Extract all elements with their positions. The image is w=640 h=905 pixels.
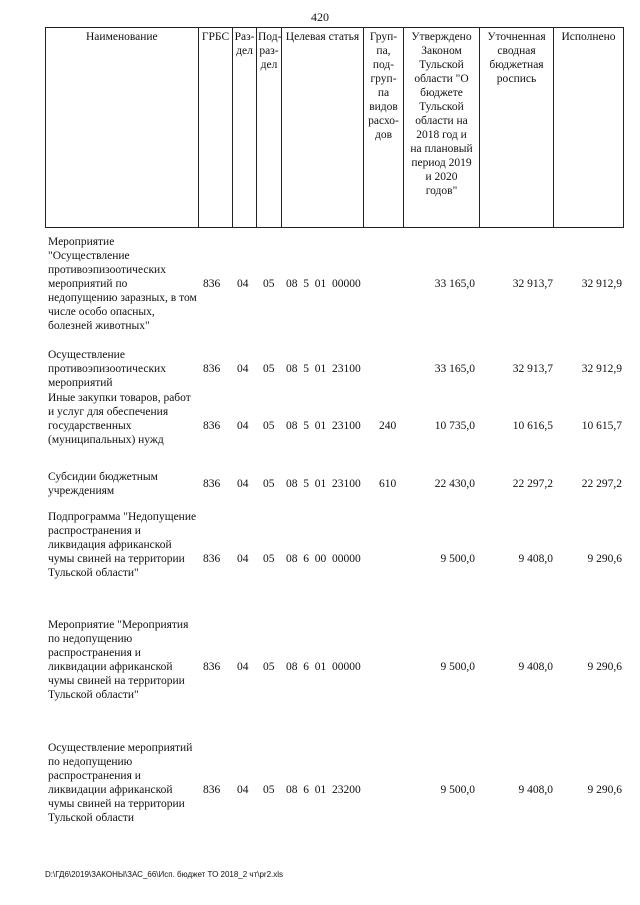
row-name: Субсидии бюджетным учреждениям [48, 471, 158, 497]
cell-podrazdel: 05 [263, 784, 275, 796]
table-row [45, 470, 623, 498]
header-podrazdel: Под- раз- дел [257, 28, 282, 228]
header-name: Наименование [46, 28, 199, 228]
cell-updated: 9 408,0 [518, 661, 553, 673]
header-razdel: Раз- дел [233, 28, 257, 228]
cell-executed: 32 912,9 [581, 363, 622, 375]
cell-executed: 22 297,2 [581, 478, 622, 490]
cell-podrazdel: 05 [263, 478, 275, 490]
cell-approved: 33 165,0 [434, 363, 475, 375]
cell-approved: 9 500,0 [440, 553, 475, 565]
cell-updated: 22 297,2 [512, 478, 553, 490]
cell-podrazdel: 05 [263, 420, 275, 432]
header-updated: Уточненная сводная бюджетная роспись [480, 28, 554, 228]
cell-razdel: 04 [237, 278, 249, 290]
cell-updated: 32 913,7 [512, 278, 553, 290]
header-target-article: Целевая статья [282, 28, 364, 228]
cell-approved: 9 500,0 [440, 784, 475, 796]
cell-razdel: 04 [237, 661, 249, 673]
header-grbs: ГРБС [199, 28, 233, 228]
table-row [45, 348, 623, 390]
cell-group: 240 [379, 420, 397, 432]
cell-podrazdel: 05 [263, 661, 275, 673]
row-name: Мероприятие "Осуществление противоэпизоотических мероприятий по недопущению заразных, в том числе особо опасных, болезней животных" [48, 236, 197, 332]
cell-executed: 10 615,7 [581, 420, 622, 432]
cell-grbs: 836 [203, 784, 221, 796]
cell-target-article: 08 6 00 00000 [286, 553, 361, 565]
file-path-footer: D:\ГД6\2019\ЗАКОНЫ\ЗАС_66\Исп. бюджет ТО 2018_2 чт\pr2.xls [45, 870, 284, 879]
table-row [45, 235, 623, 333]
row-name: Осуществление мероприятий по недопущению распространения и ликвидации африканской чумы свиней на территории Тульской области [48, 742, 193, 824]
table-row [45, 391, 623, 447]
row-name: Мероприятие "Мероприятия по недопущению распространения и ликвидации африканской чумы свиней на территории Тульской области" [48, 619, 189, 701]
cell-executed: 9 290,6 [587, 784, 622, 796]
cell-grbs: 836 [203, 553, 221, 565]
cell-target-article: 08 5 01 00000 [286, 278, 361, 290]
cell-executed: 9 290,6 [587, 661, 622, 673]
cell-razdel: 04 [237, 553, 249, 565]
table-header [45, 27, 624, 228]
cell-podrazdel: 05 [263, 363, 275, 375]
cell-razdel: 04 [237, 784, 249, 796]
cell-executed: 32 912,9 [581, 278, 622, 290]
cell-approved: 33 165,0 [434, 278, 475, 290]
table-row [45, 741, 623, 825]
cell-razdel: 04 [237, 420, 249, 432]
page-number: 420 [311, 10, 329, 24]
cell-executed: 9 290,6 [587, 553, 622, 565]
cell-podrazdel: 05 [263, 553, 275, 565]
header-group: Груп- па, под- груп- па видов расхо- дов [364, 28, 404, 228]
cell-target-article: 08 5 01 23100 [286, 420, 361, 432]
cell-approved: 9 500,0 [440, 661, 475, 673]
cell-grbs: 836 [203, 661, 221, 673]
cell-updated: 32 913,7 [512, 363, 553, 375]
header-executed: Исполнено [554, 28, 624, 228]
cell-razdel: 04 [237, 478, 249, 490]
table-row [45, 510, 623, 580]
row-name: Иные закупки товаров, работ и услуг для обеспечения государственных (муниципальных) нужд [48, 392, 191, 446]
cell-target-article: 08 6 01 23200 [286, 784, 361, 796]
header-approved: Утверждено Законом Тульской области "О бюджете Тульской области на 2018 год и на плановый период 2019 и 2020 годов" [404, 28, 480, 228]
cell-updated: 10 616,5 [512, 420, 553, 432]
cell-podrazdel: 05 [263, 278, 275, 290]
row-name: Осуществление противоэпизоотических мероприятий [48, 349, 166, 389]
cell-updated: 9 408,0 [518, 553, 553, 565]
cell-target-article: 08 5 01 23100 [286, 363, 361, 375]
cell-grbs: 836 [203, 278, 221, 290]
cell-grbs: 836 [203, 420, 221, 432]
cell-target-article: 08 5 01 23100 [286, 478, 361, 490]
cell-razdel: 04 [237, 363, 249, 375]
cell-grbs: 836 [203, 363, 221, 375]
cell-target-article: 08 6 01 00000 [286, 661, 361, 673]
cell-group: 610 [379, 478, 397, 490]
cell-grbs: 836 [203, 478, 221, 490]
table-row [45, 618, 623, 702]
cell-approved: 10 735,0 [434, 420, 475, 432]
row-name: Подпрограмма "Недопущение распространения и ликвидация африканской чумы свиней на территории Тульской области" [48, 511, 197, 579]
cell-updated: 9 408,0 [518, 784, 553, 796]
cell-approved: 22 430,0 [434, 478, 475, 490]
